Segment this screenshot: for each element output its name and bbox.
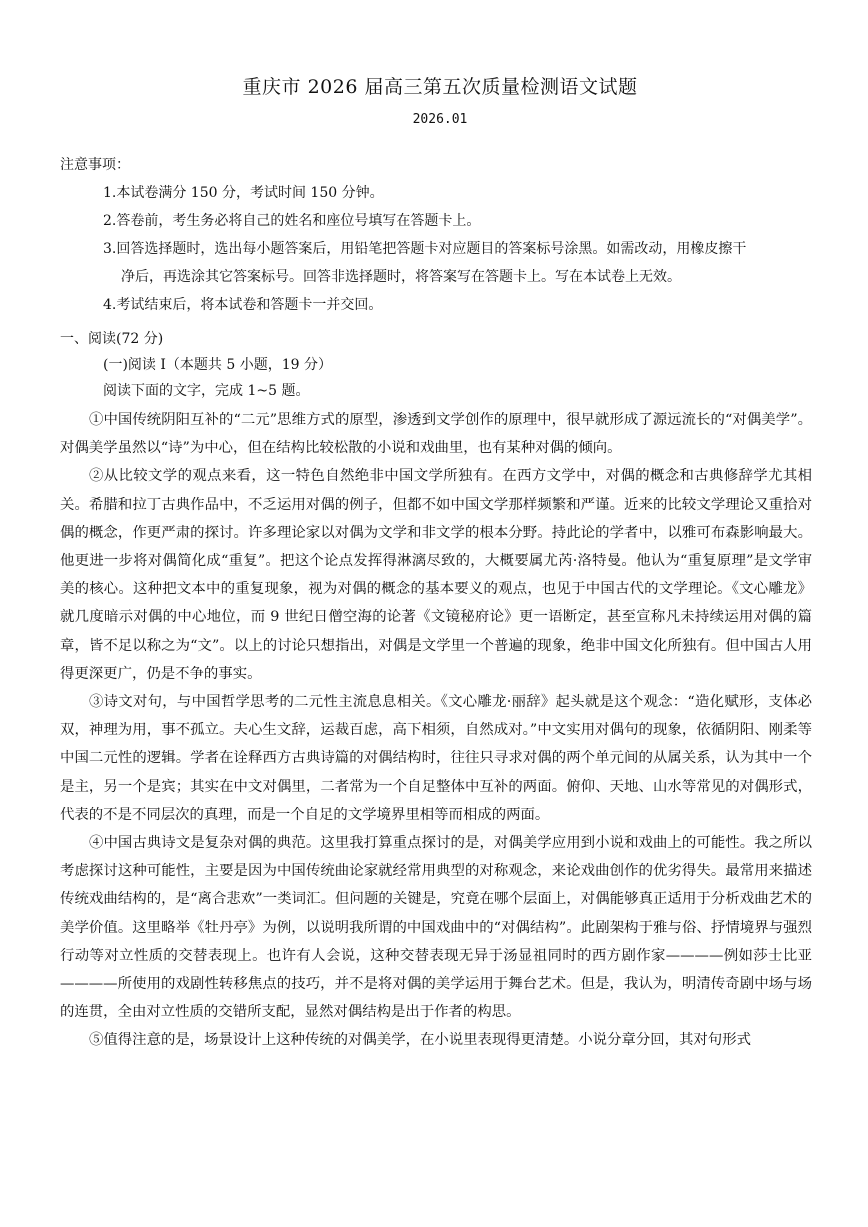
passage-paragraph: ④中国古典诗文是复杂对偶的典范。这里我打算重点探讨的是，对偶美学应用到小说和戏曲上的可能性。我之所以考虑探讨这种可能性，主要是因为中国传统曲论家就经常用典型的对称观念，来论戏曲创作的优劣得失。最常用来描述传统戏曲结构的，是“离合悲欢”一类词汇。但问题的关键是，究竟在哪个层面上，对偶能够真正适用于分析戏曲艺术的美学价值。这里略举《牡丹亭》为例，以说明我所谓的中国戏曲中的“对偶结构”。此剧架构于雅与俗、抒情境界与强烈行动等对立性质的交替表现上。也许有人会说，这种交替表现无异于汤显祖同时的西方剧作家————例如莎士比亚————所使用的戏剧性转移焦点的技巧，并不是将对偶的美学运用于舞台艺术。但是，我认为，明清传奇剧中场与场的连贯，全由对立性质的交错所支配，显然对偶结构是出于作者的构思。: [60, 835, 812, 1021]
passage-paragraph: ①中国传统阴阳互补的“二元”思维方式的原型，渗透到文学创作的原理中，很早就形成了源远流长的“对偶美学”。对偶美学虽然以“诗”为中心，但在结构比较松散的小说和戏曲里，也有某种对偶的倾向。: [60, 412, 812, 457]
exam-date: 2026.01: [412, 112, 468, 127]
subsection-heading: (一)阅读 I（本题共 5 小题，19 分）: [103, 357, 332, 373]
section-heading: 一、阅读(72 分): [60, 331, 164, 347]
notes-heading: 注意事项：: [60, 157, 130, 173]
page-title: 重庆市 2026 届高三第五次质量检测语文试题: [242, 76, 638, 98]
note-item: 3.回答选择题时，选出每小题答案后，用铅笔把答题卡对应题目的答案标号涂黑。如需改动，用橡皮擦干: [103, 241, 747, 257]
passage-paragraph: ⑤值得注意的是，场景设计上这种传统的对偶美学，在小说里表现得更清楚。小说分章分回，其对句形式: [89, 1032, 751, 1049]
passage-paragraph: ②从比较文学的观点来看，这一特色自然绝非中国文学所独有。在西方文学中，对偶的概念和古典修辞学尤其相关。希腊和拉丁古典作品中，不乏运用对偶的例子，但都不如中国文学那样频繁和严谨。近来的比较文学理论又重拾对偶的概念，作更严肃的探讨。许多理论家以对偶为文学和非文学的根本分野。持此论的学者中，以雅可布森影响最大。他更进一步将对偶简化成“重复”。把这个论点发挥得淋漓尽致的，大概要属尤芮·洛特曼。他认为“重复原理”是文学审美的核心。这种把文本中的重复现象，视为对偶的概念的基本要义的观点，也见于中国古代的文学理论。《文心雕龙》就几度暗示对偶的中心地位，而 9 世纪日僧空海的论著《文镜秘府论》更一语断定，甚至宣称凡未持续运用对偶的篇章，皆不足以称之为“文”。以上的讨论只想指出，对偶是文学里一个普遍的现象，绝非中国文化所独有。但中国古人用得更深更广，仍是不争的事实。: [60, 468, 812, 682]
reading-instruction: 阅读下面的文字，完成 1~5 题。: [103, 383, 310, 399]
note-item: 1.本试卷满分 150 分，考试时间 150 分钟。: [103, 185, 384, 201]
note-item: 4.考试结束后，将本试卷和答题卡一并交回。: [103, 297, 383, 313]
reading-passage: [60, 406, 812, 1055]
note-continuation-text: 净后，再选涂其它答案标号。回答非选择题时，将答案写在答题卡上。写在本试卷上无效。: [121, 269, 681, 285]
note-item-continuation: [103, 263, 823, 291]
note-item: 2.答卷前，考生务必将自己的姓名和座位号填写在答题卡上。: [103, 213, 481, 229]
notes-list: [103, 179, 823, 319]
passage-paragraph: ③诗文对句，与中国哲学思考的二元性主流息息相关。《文心雕龙·丽辞》起头就是这个观念：“造化赋形，支体必双，神理为用，事不孤立。夫心生文辞，运裁百虑，高下相须，自然成对。”中文实用对偶句的现象，依循阴阳、刚柔等中国二元性的逻辑。学者在诠释西方古典诗篇的对偶结构时，往往只寻求对偶的两个单元间的从属关系，认为其中一个是主，另一个是宾；其实在中文对偶里，二者常为一个自足整体中互补的两面。俯仰、天地、山水等常见的对偶形式，代表的不是不同层次的真理，而是一个自足的文学境界里相等而相成的两面。: [60, 694, 812, 823]
